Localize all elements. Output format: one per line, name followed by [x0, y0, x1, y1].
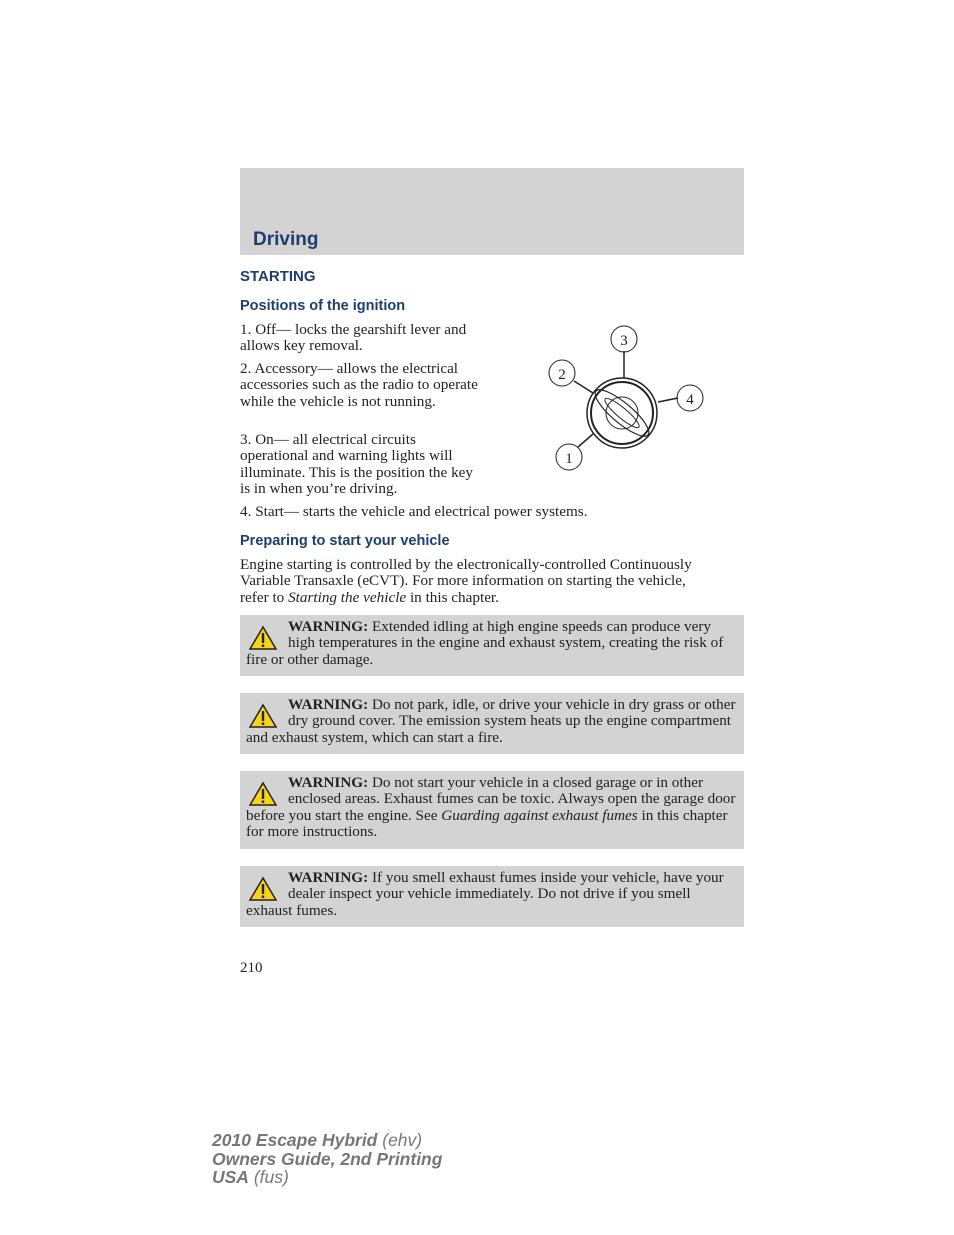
warning-box-4 — [240, 866, 744, 927]
warning-reference: Guarding against exhaust fumes — [441, 806, 638, 824]
diagram-label-1: 1 — [565, 451, 573, 467]
footer-region-code: (fus) — [248, 1167, 289, 1187]
warning-text: Extended idling at high engine speeds can produce very high temperatures in the engine and exhaust system, creating the risk of fire or other damage. — [246, 618, 724, 668]
warning-box-1 — [240, 615, 744, 676]
footer-edition: Owners Guide, 2nd Printing — [212, 1148, 443, 1169]
prepare-text-a: Engine starting is controlled by the electronically-controlled Continuously Variable Transaxle (eCVT). For more information on starting the vehicle, refer to — [240, 556, 692, 606]
warning-triangle-icon — [248, 625, 278, 651]
warning-text: If you smell exhaust fumes inside your vehicle, have your dealer inspect your vehicle immediately. Do not drive if you smell exhaust fumes. — [246, 869, 724, 919]
footer-model-code: (ehv) — [377, 1130, 423, 1150]
prepare-reference: Starting the vehicle — [288, 588, 407, 606]
warning-triangle-icon — [248, 876, 278, 902]
warning-text-2: in this chapter for more instructions. — [246, 806, 728, 841]
warning-text: Do not start your vehicle in a closed garage or in other enclosed areas. Exhaust fumes can be toxic. Always open the garage door before you start the engine. See — [246, 774, 736, 824]
prepare-text — [240, 557, 700, 606]
diagram-label-2: 2 — [558, 367, 566, 383]
warning-triangle-icon — [248, 703, 278, 729]
warning-box-3 — [240, 771, 744, 849]
prepare-title: Preparing to start your vehicle — [240, 533, 450, 549]
prepare-text-b: in this chapter. — [406, 588, 499, 606]
warning-box-2 — [240, 693, 744, 754]
warning-label: WARNING: — [288, 618, 369, 635]
ignition-item-3: 3. On— all electrical circuits operational and warning lights will illuminate. This is the position the key is in when you’re driving. — [240, 431, 473, 497]
ignition-title: Positions of the ignition — [240, 298, 406, 314]
warning-label: WARNING: — [288, 696, 369, 713]
warning-triangle-icon — [248, 781, 278, 807]
warning-label: WARNING: — [288, 869, 369, 886]
section-header — [240, 168, 744, 255]
footer-region: USA — [212, 1167, 249, 1187]
warning-text: Do not park, idle, or drive your vehicle in dry grass or other dry ground cover. The emission system heats up the engine compartment and exhaust system, which can start a fire. — [246, 696, 736, 746]
footer-model: 2010 Escape Hybrid — [212, 1130, 378, 1150]
diagram-label-3: 3 — [620, 333, 628, 349]
page-number: 210 — [240, 960, 263, 976]
section-title: Driving — [253, 229, 319, 250]
diagram-label-4: 4 — [686, 392, 694, 408]
ignition-item-1: 1. Off— locks the gearshift lever and allows key removal. — [240, 321, 467, 355]
heading: STARTING — [240, 268, 316, 285]
warning-label: WARNING: — [288, 774, 369, 791]
ignition-item-4: 4. Start— starts the vehicle and electrical power systems. — [240, 503, 588, 520]
ignition-item-2: 2. Accessory— allows the electrical accessories such as the radio to operate while the vehicle is not running. — [240, 360, 478, 410]
ignition-diagram — [540, 320, 720, 480]
footer — [212, 1131, 442, 1187]
